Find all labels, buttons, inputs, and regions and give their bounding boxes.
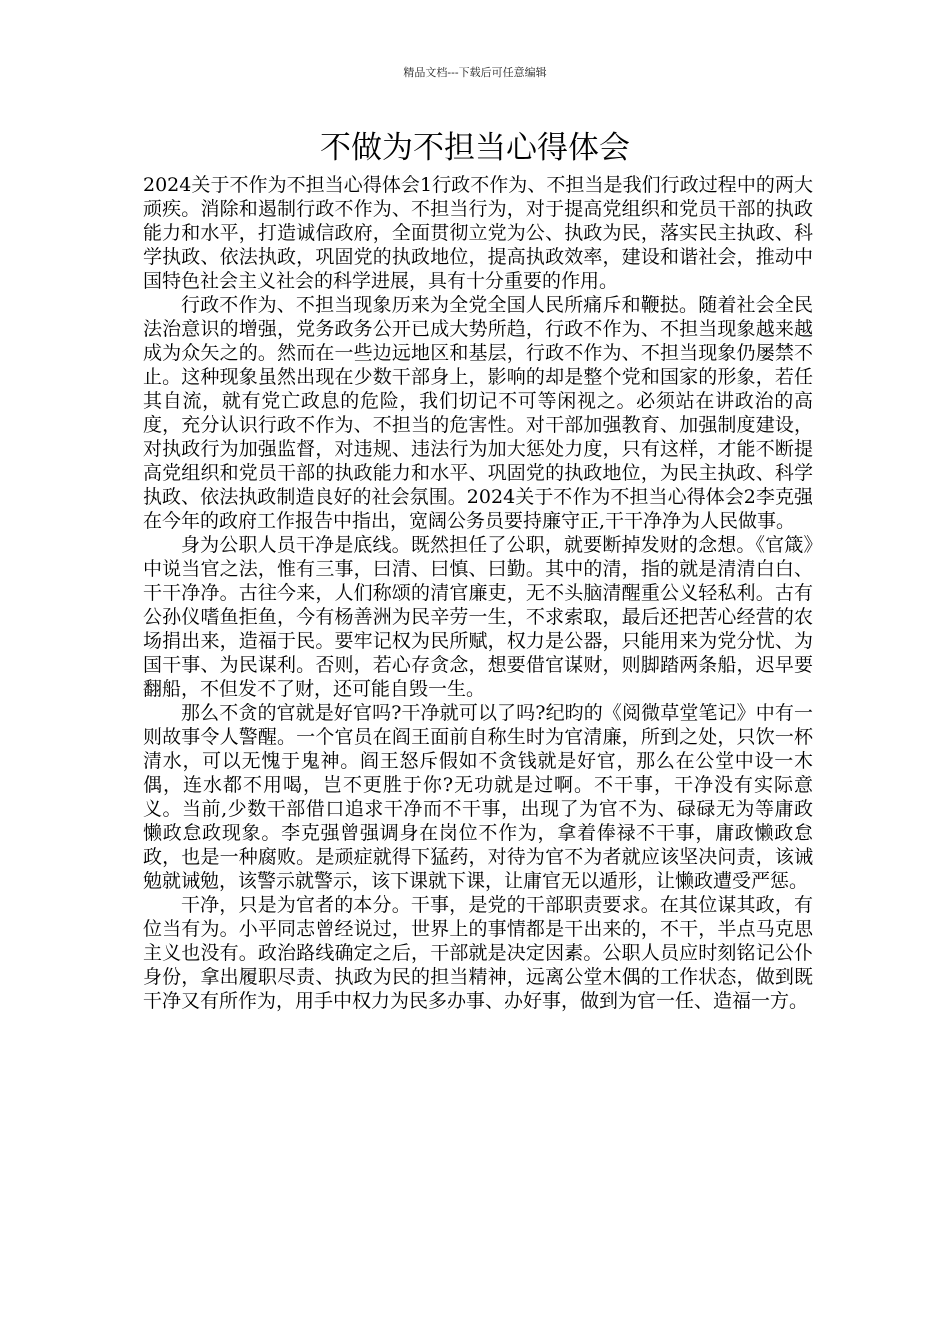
paragraph-4: 那么不贪的官就是好官吗?干净就可以了吗?纪昀的《阅微草堂笔记》中有一则故事令人警醒。一个官员在阎王面前自称生时为官清廉，所到之处，只饮一杯清水，可以无愧于鬼神。阎王怒斥假如不贪钱就是好官，那么在公堂中设一木偶，连水都不用喝，岂不更胜于你?无功就是过啊。不干事，干净没有实际意义。当前,少数干部借口追求干净而不干事，出现了为官不为、碌碌无为等庸政懒政怠政现象。李克强曾强调身在岗位不作为，拿着俸禄不干事，庸政懒政怠政，也是一种腐败。是顽症就得下猛药，对待为官不为者就应该坚决问责，该诫勉就诫勉，该警示就警示，该下课就下课，让庸官无以遁形，让懒政遭受严惩。 <box>143 702 813 892</box>
document-body <box>143 173 813 1013</box>
paragraph-5: 干净，只是为官者的本分。干事，是党的干部职责要求。在其位谋其政，有位当有为。小平同志曾经说过，世界上的事情都是干出来的，不干，半点马克思主义也没有。政治路线确定之后，干部就是决定因素。公职人员应时刻铭记公仆身份，拿出履职尽责、执政为民的担当精神，远离公堂木偶的工作状态，做到既干净又有所作为，用手中权力为民多办事、办好事，做到为官一任、造福一方。 <box>143 894 813 1012</box>
paragraph-3: 身为公职人员干净是底线。既然担任了公职，就要断掉发财的念想。《官箴》中说当官之法，惟有三事，曰清、曰慎、曰勤。其中的清，指的就是清清白白、干干净净。古往今来，人们称颂的清官廉吏，无不头脑清醒重公义轻私利。古有公孙仪嗜鱼拒鱼，今有杨善洲为民辛劳一生，不求索取，最后还把苦心经营的农场捐出来，造福于民。要牢记权为民所赋，权力是公器，只能用来为党分忧、为国干事、为民谋利。否则，若心存贪念，想要借官谋财，则脚踏两条船，迟早要翻船，不但发不了财，还可能自毁一生。 <box>143 534 813 700</box>
header-note: 精品文档---下载后可任意编辑 <box>403 66 547 79</box>
paragraph-1: 2024关于不作为不担当心得体会1行政不作为、不担当是我们行政过程中的两大顽疾。消除和遏制行政不作为、不担当行为，对于提高党组织和党员干部的执政能力和水平，打造诚信政府，全面贯彻立党为公、执政为民，落实民主执政、科学执政、依法执政，巩固党的执政地位，提高执政效率，建设和谐社会，推动中国特色社会主义社会的科学进展，具有十分重要的作用。 <box>143 174 813 292</box>
paragraph-2: 行政不作为、不担当现象历来为全党全国人民所痛斥和鞭挞。随着社会全民法治意识的增强，党务政务公开已成大势所趋，行政不作为、不担当现象越来越成为众矢之的。然而在一些边远地区和基层，行政不作为、不担当现象仍屡禁不止。这种现象虽然出现在少数干部身上，影响的却是整个党和国家的形象，若任其自流，就有党亡政息的危险，我们切记不可等闲视之。必须站在讲政治的高度，充分认识行政不作为、不担当的危害性。对干部加强教育、加强制度建设，对执政行为加强监督，对违规、违法行为加大惩处力度，只有这样，才能不断提高党组织和党员干部的执政能力和水平、巩固党的执政地位，为民主执政、科学执政、依法执政制造良好的社会氛围。2024关于不作为不担当心得体会2李克强在今年的政府工作报告中指出，宽阔公务员要持廉守正,干干净净为人民做事。 <box>143 294 813 532</box>
document-title: 不做为不担当心得体会 <box>320 130 630 166</box>
